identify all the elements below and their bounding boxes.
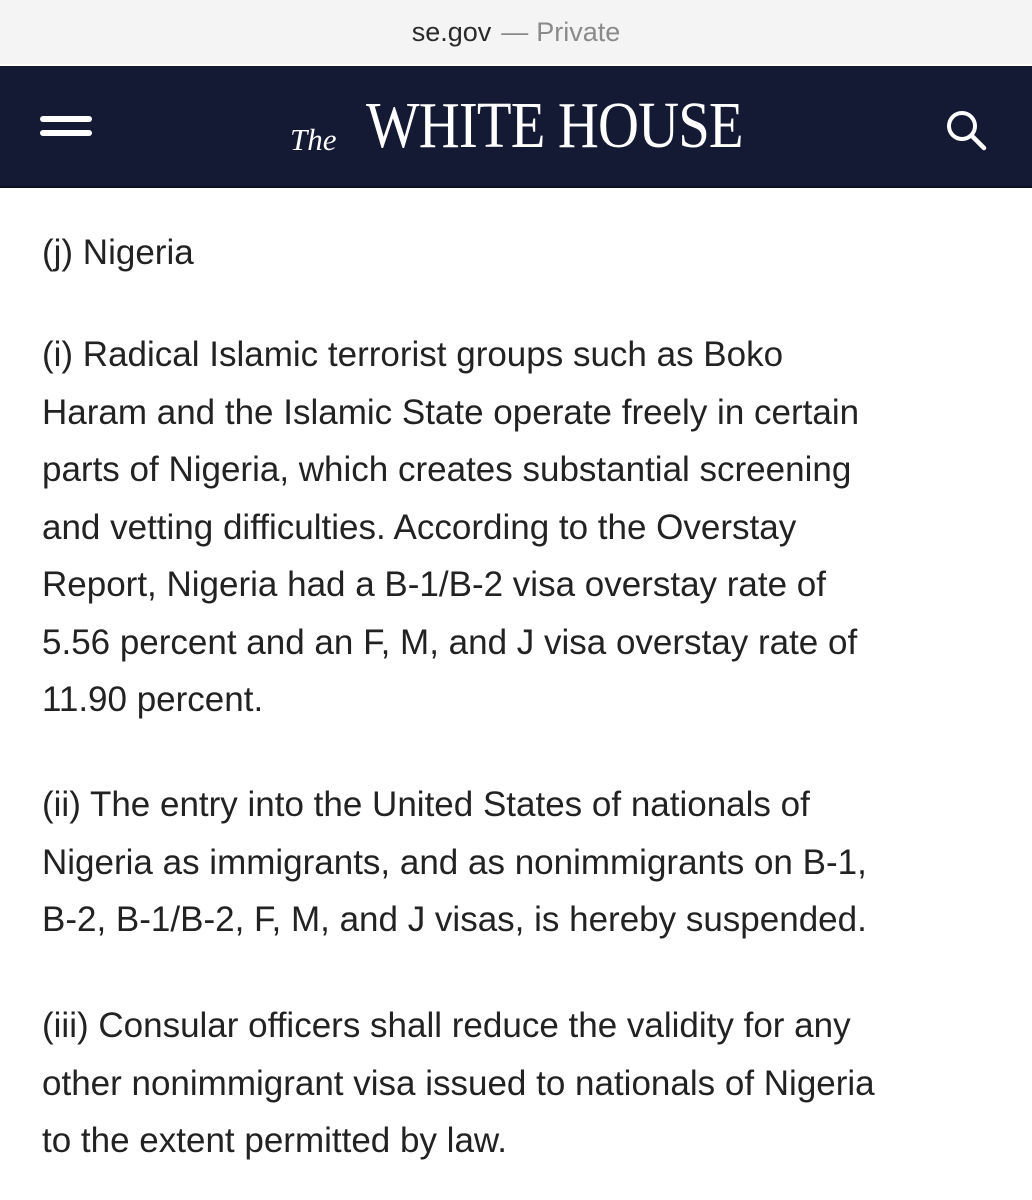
menu-icon[interactable]	[40, 110, 92, 144]
logo-the: The	[290, 122, 337, 157]
paragraph-i: (i) Radical Islamic terrorist groups such as Boko Haram and the Islamic State operate freely in certain parts of Nigeria, which creates substantial screening and vetting difficulties. According to the Overstay Report, Nigeria had a B-1/B-2 visa overstay rate of 5.56 percent and an F, M, and J visa overstay rate of 11.90 percent.	[42, 335, 860, 719]
paragraph-iii: (iii) Consular officers shall reduce the validity for any other nonimmigrant visa issued to nationals of Nigeria to the extent permitted by law.	[42, 1006, 875, 1160]
site-header	[0, 66, 1032, 188]
paragraph-ii: (ii) The entry into the United States of nationals of Nigeria as immigrants, and as nonimmigrants on B-1, B-2, B-1/B-2, F, M, and J visas, is hereby suspended.	[42, 785, 867, 939]
white-house-logo[interactable]	[290, 88, 750, 168]
url-separator: —	[501, 16, 529, 47]
browser-url-bar[interactable]	[0, 0, 1032, 64]
logo-name: WHITE HOUSE	[366, 89, 743, 162]
private-mode-label: Private	[536, 16, 621, 47]
search-icon[interactable]	[940, 104, 992, 156]
menu-icon-line	[40, 130, 92, 136]
section-heading: (j) Nigeria	[42, 233, 194, 272]
menu-icon-line	[40, 116, 92, 122]
url-domain[interactable]: se.gov	[411, 16, 492, 47]
